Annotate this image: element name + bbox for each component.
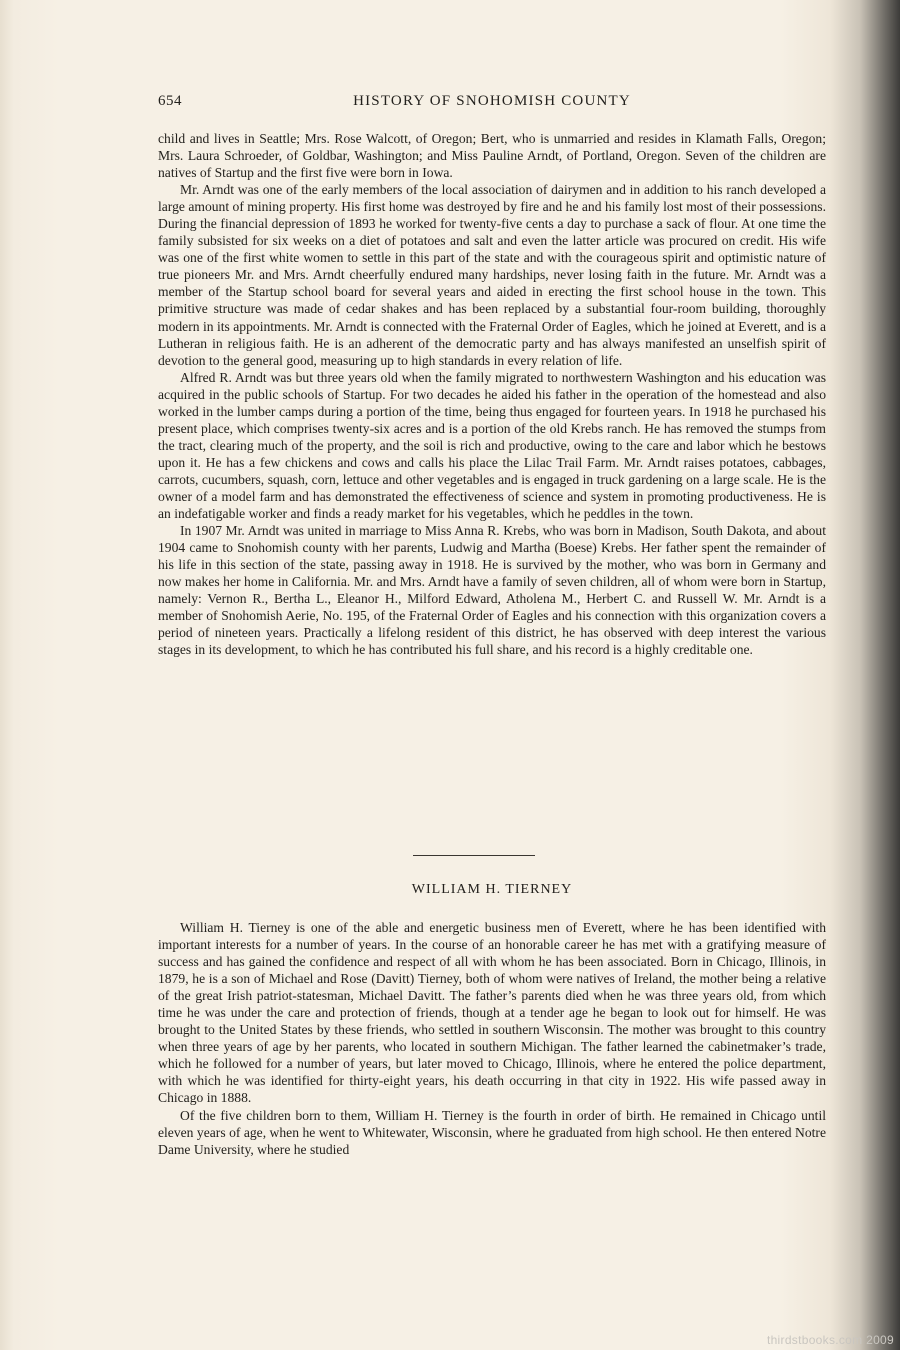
paragraph: Mr. Arndt was one of the early members of the local association of dairymen and in addition to his ranch developed a large amount of mining property. His first home was destroyed by fire and he and his family lost most of their possessions. During the financial depression of 1893 he worked for twenty-five cents a day to purchase a sack of flour. At one time the family subsisted for six weeks on a diet of potatoes and salt and even the latter article was procured on credit. His wife was one of the first white women to settle in this part of the state and with the courageous spirit and optimistic nature of true pioneers Mr. and Mrs. Arndt cheerfully endured many hardships, never losing faith in the future. Mr. Arndt was a member of the Startup school board for several years and aided in erecting the first school house in the town. This primitive structure was made of cedar shakes and has been replaced by a substantial four-room building, thoroughly modern in its appointments. Mr. Arndt is connected with the Fraternal Order of Eagles, which he joined at Everett, and is a Lutheran in religious faith. He is an adherent of the democratic party and has always manifested an unselfish spirit of devotion to the general good, measuring up to high standards in every relation of life. [158,182,826,368]
paragraph: Alfred R. Arndt was but three years old when the family migrated to northwestern Washington and his education was acquired in the public schools of Startup. For two decades he aided his father in the operation of the homestead and also worked in the lumber camps during a portion of the time, being thus engaged for fourteen years. In 1918 he purchased his present place, which comprises twenty-six acres and is a portion of the old Krebs ranch. He has removed the stumps from the tract, clearing much of the property, and the soil is rich and productive, owing to the care and labor which he bestows upon it. He has a few chickens and cows and calls his place the Lilac Trail Farm. Mr. Arndt raises potatoes, cabbages, carrots, cucumbers, squash, corn, lettuce and other vegetables and is engaged in truck gardening on a large scale. He is the owner of a model farm and has demonstrated the effectiveness of science and system in promoting productiveness. He is an indefatigable worker and finds a ready market for his vegetables, which he peddles in the town. [158,369,826,522]
paragraph: Of the five children born to them, William H. Tierney is the fourth in order of birth. He remained in Chicago until eleven years of age, when he went to Whitewater, Wisconsin, where he graduated from high school. He then entered Notre Dame University, where he studied [158,1107,826,1157]
paragraph: In 1907 Mr. Arndt was united in marriage to Miss Anna R. Krebs, who was born in Madison, South Dakota, and about 1904 came to Snohomish county with her parents, Ludwig and Martha (Boese) Krebs. Her father spent the remainder of his life in this section of the state, passing away in 1918. He is survived by the mother, who was born in Germany and now makes her home in California. Mr. and Mrs. Arndt have a family of seven children, all of whom were born in Startup, namely: Vernon R., Bertha L., Eleanor H., Milford Edward, Atholena M., Herbert C. and Russell W. Mr. Arndt is a member of Snohomish Aerie, No. 195, of the Fraternal Order of Eagles and his connection with this organization covers a period of nineteen years. Practically a lifelong resident of this district, he has observed with deep interest the various stages in its development, to which he has contributed his full share, and his record is a highly creditable one. [158,523,826,658]
page-number: 654 [158,93,182,109]
section-heading: WILLIAM H. TIERNEY [411,882,573,897]
paragraph: child and lives in Seattle; Mrs. Rose Walcott, of Oregon; Bert, who is unmarried and resides in Klamath Falls, Oregon; Mrs. Laura Schroeder, of Goldbar, Washington; and Miss Pauline Arndt, of Portland, Oregon. Seven of the children are natives of Startup and the first five were born in Iowa. [158,131,826,181]
tierney-biography-text [158,919,826,1158]
paragraph: William H. Tierney is one of the able and energetic business men of Everett, where he has been identified with important interests for a number of years. In the course of an honorable career he has met with a gratifying measure of success and has gained the confidence and respect of all with whom he has been associated. Born in Chicago, Illinois, in 1879, he is a son of Michael and Rose (Davitt) Tierney, both of whom were natives of Ireland, the mother being a relative of the great Irish patriot-statesman, Michael Davitt. The father’s parents died when he was three years old, from which time he was under the care and protection of friends, though at a tender age he began to look out for himself. He was brought to the United States by these friends, who settled in southern Wisconsin. The mother was brought to this country when three years of age by her parents, who located in southern Michigan. The father learned the cabinetmaker’s trade, which he followed for a number of years, but later moved to Chicago, Illinois, where he entered the police department, with which he was identified for thirty-eight years, his death occurring in that city in 1922. His wife passed away in Chicago in 1888. [158,920,826,1106]
arndt-biography-text [158,130,826,658]
site-watermark: thirdstbooks.com 2009 [766,1333,894,1347]
page-header [158,93,826,113]
section-divider-rule [413,855,535,856]
running-head: HISTORY OF SNOHOMISH COUNTY [353,93,631,109]
